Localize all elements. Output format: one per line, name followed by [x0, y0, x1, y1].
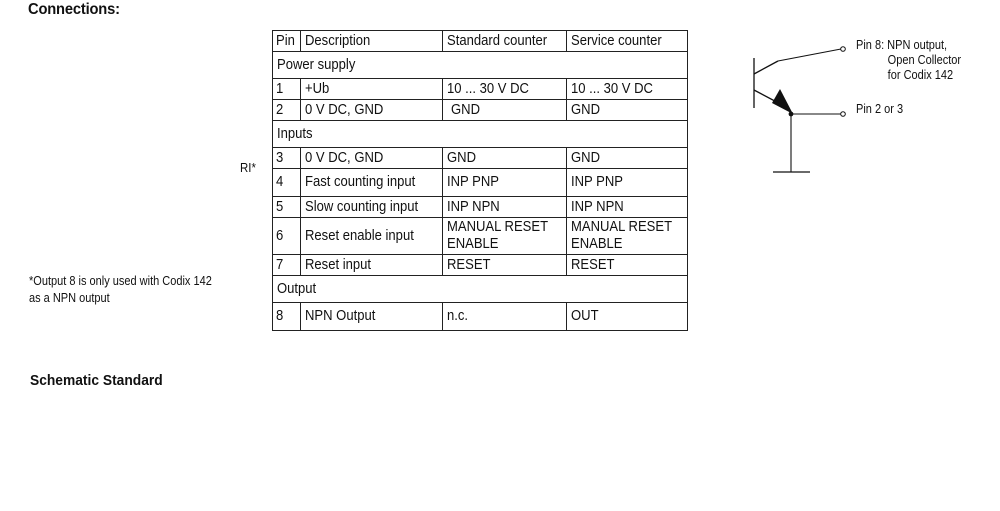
table-header-row — [273, 31, 688, 52]
next-section-heading-partial: Schematic Standard — [30, 372, 163, 389]
section-label-output: Output — [277, 280, 317, 297]
header-pin: Pin — [273, 31, 301, 52]
ri-label: RI* — [240, 160, 256, 175]
section-label-power: Power supply — [277, 56, 356, 73]
section-row-inputs — [273, 121, 688, 148]
connections-table — [272, 30, 688, 331]
footnote-line-2: as a NPN output — [29, 291, 110, 305]
table-row: 6 Reset enable input MANUAL RESET ENABLE MANUAL RESET ENABLE — [273, 218, 688, 255]
table-row: 4 Fast counting input INP PNP INP PNP — [273, 169, 688, 197]
header-standard: Standard counter — [443, 31, 567, 52]
npn-transistor-diagram — [740, 30, 990, 180]
page-title: Connections: — [28, 1, 120, 18]
pin8-label: Pin 8: NPN output, Open Collector for Codix 142 — [856, 38, 962, 82]
transistor-symbol-icon — [740, 30, 850, 180]
section-row-output — [273, 276, 688, 303]
table-row: 1 +Ub 10 ... 30 V DC 10 ... 30 V DC — [273, 79, 688, 100]
footnote — [29, 273, 240, 307]
table-row: 7 Reset input RESET RESET — [273, 255, 688, 276]
section-row-power — [273, 52, 688, 79]
header-description: Description — [300, 31, 442, 52]
header-service: Service counter — [566, 31, 687, 52]
table-row: 3 0 V DC, GND GND GND — [273, 148, 688, 169]
table-row: 8 NPN Output n.c. OUT — [273, 303, 688, 331]
footnote-line-1: *Output 8 is only used with Codix 142 — [29, 274, 212, 288]
table-row: 5 Slow counting input INP NPN INP NPN — [273, 197, 688, 218]
pin23-label: Pin 2 or 3 — [856, 102, 904, 116]
section-label-inputs: Inputs — [277, 125, 313, 142]
table-row: 2 0 V DC, GND GND GND — [273, 100, 688, 121]
